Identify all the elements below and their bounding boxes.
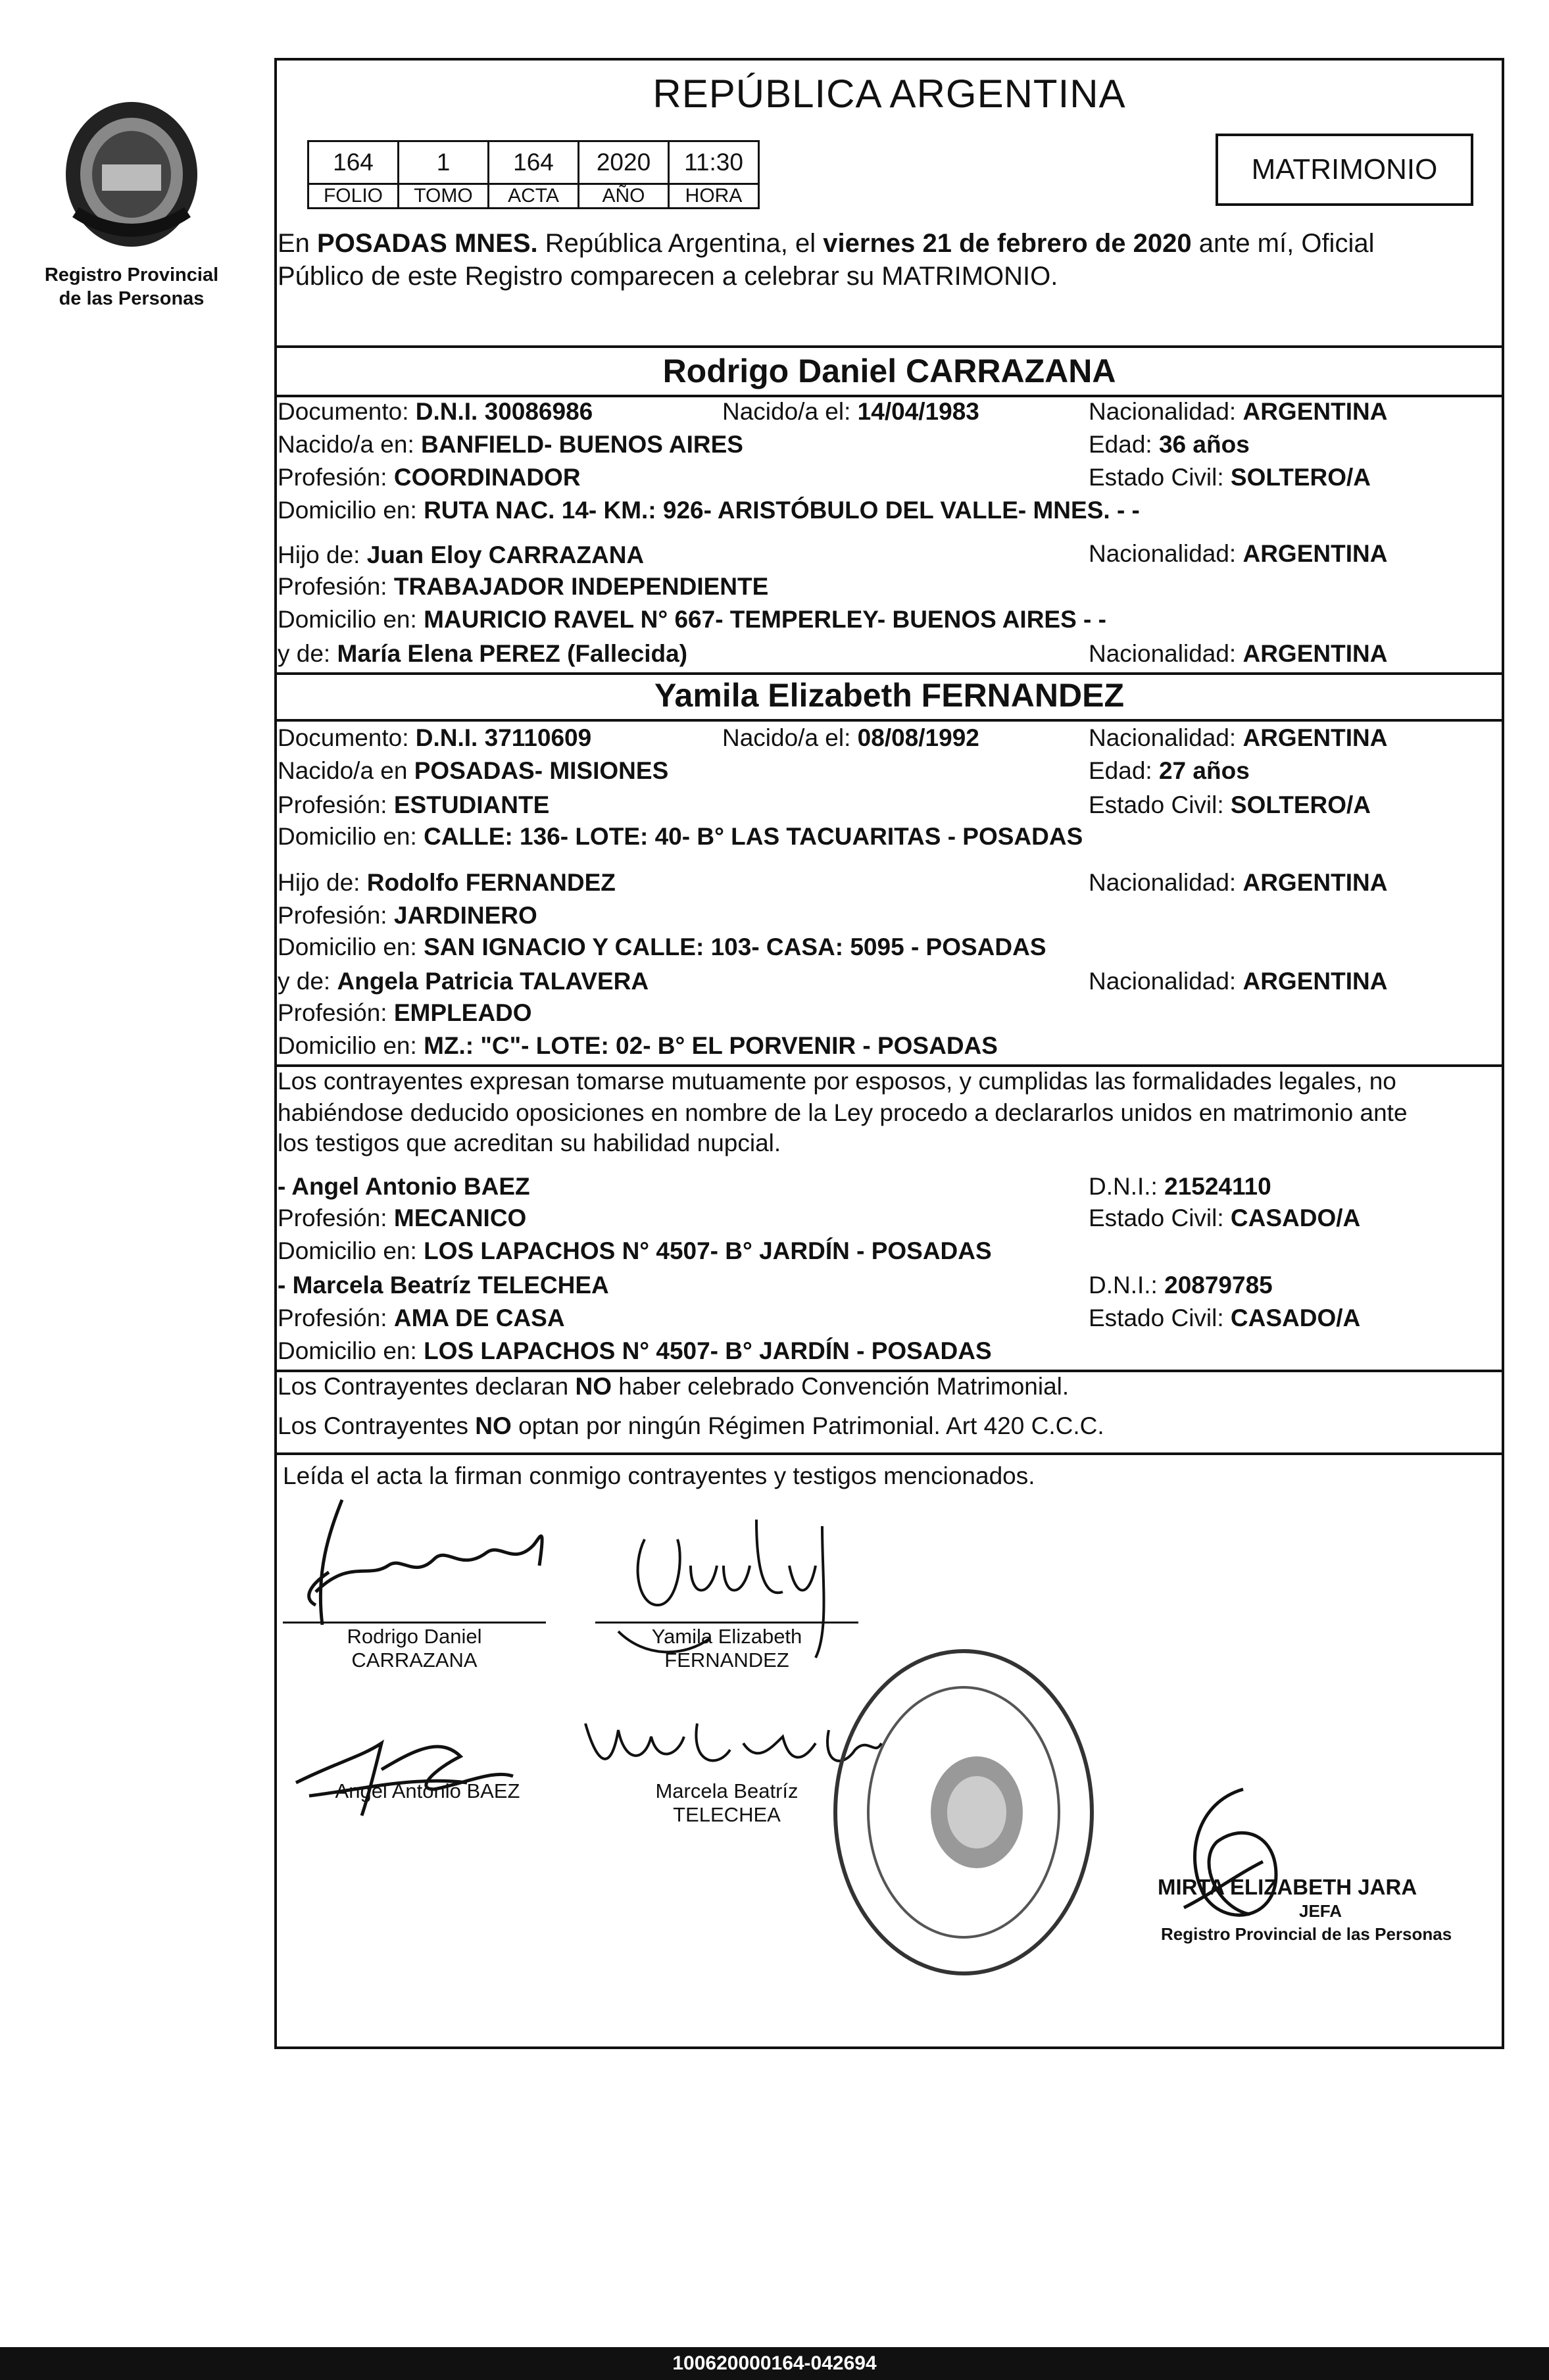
label: Domicilio en: [278, 933, 424, 960]
label: Domicilio en: [278, 823, 424, 850]
label: y de: [278, 968, 337, 995]
label: Estado Civil: [1089, 464, 1231, 491]
label: Profesión: [278, 902, 394, 929]
value: D.N.I. 37110609 [415, 724, 592, 751]
label: D.N.I.: [1089, 1272, 1165, 1299]
value: ARGENTINA [1242, 968, 1388, 995]
label: Profesión: [278, 999, 394, 1026]
emphasis: NO [575, 1373, 612, 1400]
bride-father-address [278, 933, 1046, 962]
text: haber celebrado Convención Matrimonial. [612, 1373, 1070, 1400]
label: Estado Civil: [1089, 1204, 1231, 1231]
value: 36 años [1158, 431, 1250, 458]
label: Nacionalidad: [1089, 540, 1243, 567]
label: Nacionalidad: [1089, 640, 1243, 667]
value: SOLTERO/A [1230, 464, 1371, 491]
label: Domicilio en: [278, 1032, 424, 1059]
bride-address [278, 822, 1083, 851]
witness-2-name: - Marcela Beatríz TELECHEA [278, 1272, 609, 1299]
label: Nacionalidad: [1089, 968, 1243, 995]
logo-caption-line-1: Registro Provincial [44, 264, 219, 285]
value: ESTUDIANTE [393, 791, 550, 818]
groom-age [1089, 430, 1250, 459]
signature-name-line: Rodrigo Daniel [347, 1625, 482, 1648]
groom-father-address [278, 605, 1106, 634]
label: Profesión: [278, 464, 394, 491]
value: JARDINERO [393, 902, 537, 929]
witness-2-dni [1089, 1271, 1273, 1300]
label: Estado Civil: [1089, 1304, 1231, 1331]
value: 14/04/1983 [857, 398, 979, 425]
value: Angela Patricia TALAVERA [337, 968, 649, 995]
witness-1-signature-icon [283, 1710, 533, 1822]
value: MZ.: "C"- LOTE: 02- B° EL PORVENIR - POSADAS [424, 1032, 998, 1059]
witness-2-signature-name [595, 1779, 858, 1827]
value: TRABAJADOR INDEPENDIENTE [393, 573, 769, 600]
value: 27 años [1158, 757, 1250, 784]
bride-signature-name [595, 1625, 858, 1672]
value: Juan Eloy CARRAZANA [366, 541, 645, 568]
bride-document [278, 724, 591, 753]
logo-caption-line-2: de las Personas [59, 288, 205, 309]
bride-birthdate [722, 724, 979, 753]
label: Profesión: [278, 791, 394, 818]
intro-text-2: República Argentina, el [537, 229, 824, 258]
logo-caption [26, 263, 237, 310]
witness-2-civil-status [1089, 1304, 1360, 1333]
groom-birthplace [278, 430, 743, 459]
bride-profession [278, 791, 549, 820]
label: D.N.I.: [1089, 1173, 1165, 1200]
label: Domicilio en: [278, 1237, 424, 1264]
bride-civil-status [1089, 791, 1371, 820]
value: María Elena PEREZ (Fallecida) [337, 640, 688, 667]
label: Hijo de: [278, 541, 367, 568]
value: CALLE: 136- LOTE: 40- B° LAS TACUARITAS - POSADAS [424, 823, 1083, 850]
witness-1-profession [278, 1204, 526, 1233]
signatures-intro: Leída el acta la firman conmigo contrayentes y testigos mencionados. [283, 1462, 1035, 1489]
label: Hijo de: [278, 869, 367, 896]
emphasis: NO [475, 1412, 512, 1439]
document-code: 100620000164-042694 [0, 2347, 1549, 2380]
declaration-line-2: habiéndose deducido oposiciones en nombre de la Ley procedo a declararlos unidos en matrimonio ante [278, 1099, 1408, 1126]
bride-father-nationality [1089, 868, 1387, 897]
bride-mother [278, 967, 649, 996]
divider [274, 345, 1504, 348]
value: RUTA NAC. 14- KM.: 926- ARISTÓBULO DEL VALLE- MNES. - - [424, 497, 1140, 524]
value: SOLTERO/A [1230, 791, 1371, 818]
bride-father [278, 868, 616, 897]
label: Nacido/a en [278, 757, 414, 784]
label: Domicilio en: [278, 606, 424, 633]
divider [274, 1452, 1504, 1455]
bride-age [1089, 756, 1250, 785]
value: ARGENTINA [1242, 724, 1388, 751]
registry-table [307, 140, 760, 209]
intro-line-1 [278, 229, 1374, 258]
value: MECANICO [393, 1204, 527, 1231]
witness-2-address [278, 1337, 992, 1366]
groom-name: Rodrigo Daniel CARRAZANA [662, 353, 1116, 389]
value: SAN IGNACIO Y CALLE: 103- CASA: 5095 - POSADAS [424, 933, 1046, 960]
intro-place: POSADAS MNES. [317, 229, 538, 258]
label: Profesión: [278, 1304, 394, 1331]
text: Los Contrayentes [278, 1412, 476, 1439]
text: Los Contrayentes declaran [278, 1373, 576, 1400]
groom-civil-status [1089, 463, 1371, 492]
official-signature-icon [1144, 1776, 1315, 1947]
signature-name-line: FERNANDEZ [664, 1649, 789, 1672]
value: 21524110 [1164, 1173, 1271, 1200]
folio-label: FOLIO [308, 184, 399, 209]
label: y de: [278, 640, 337, 667]
value: ARGENTINA [1242, 540, 1388, 567]
label: Domicilio en: [278, 497, 424, 524]
hora-value: 11:30 [669, 141, 759, 184]
value: D.N.I. 30086986 [415, 398, 593, 425]
label: Documento: [278, 724, 416, 751]
page-title: REPÚBLICA ARGENTINA [652, 72, 1126, 116]
signature-line [595, 1622, 858, 1624]
value: CASADO/A [1230, 1304, 1361, 1331]
value: COORDINADOR [393, 464, 581, 491]
province-seal-icon [46, 92, 217, 257]
value: AMA DE CASA [393, 1304, 565, 1331]
value: ARGENTINA [1242, 869, 1388, 896]
witness-1-name: - Angel Antonio BAEZ [278, 1173, 530, 1200]
value: Rodolfo FERNANDEZ [366, 869, 616, 896]
label: Nacionalidad: [1089, 398, 1243, 425]
signature-line [283, 1622, 546, 1624]
witness-1-dni [1089, 1172, 1271, 1201]
witness-1-civil-status [1089, 1204, 1360, 1233]
value: LOS LAPACHOS N° 4507- B° JARDÍN - POSADAS [424, 1337, 992, 1364]
groom-mother [278, 639, 687, 668]
groom-father [278, 541, 644, 570]
hora-label: HORA [669, 184, 759, 209]
label: Profesión: [278, 573, 394, 600]
tomo-value: 1 [399, 141, 489, 184]
groom-father-profession [278, 572, 768, 601]
value: 08/08/1992 [857, 724, 979, 751]
witness-1-address [278, 1237, 992, 1266]
groom-birthdate [722, 397, 979, 426]
label: Documento: [278, 398, 416, 425]
intro-text-3: ante mí, Oficial [1191, 229, 1375, 258]
label: Domicilio en: [278, 1337, 424, 1364]
label: Estado Civil: [1089, 791, 1231, 818]
label: Nacido/a en: [278, 431, 422, 458]
official-role: JEFA [1299, 1901, 1342, 1921]
acta-value: 164 [489, 141, 579, 184]
groom-profession [278, 463, 581, 492]
document-type-box: MATRIMONIO [1216, 134, 1473, 206]
registry-logo [46, 92, 217, 257]
official-name: MIRTA ELIZABETH JARA [1158, 1875, 1417, 1899]
label: Edad: [1089, 757, 1159, 784]
value: ARGENTINA [1242, 640, 1388, 667]
bride-name: Yamila Elizabeth FERNANDEZ [654, 677, 1125, 714]
groom-mother-nationality [1089, 639, 1387, 668]
label: Nacido/a el: [722, 398, 858, 425]
signature-name-line: CARRAZANA [351, 1649, 478, 1672]
official-office: Registro Provincial de las Personas [1161, 1924, 1452, 1944]
intro-line-2: Público de este Registro comparecen a celebrar su MATRIMONIO. [278, 262, 1058, 291]
label: Nacionalidad: [1089, 724, 1243, 751]
value: CASADO/A [1230, 1204, 1361, 1231]
text: optan por ningún Régimen Patrimonial. Art 420 C.C.C. [511, 1412, 1104, 1439]
groom-document [278, 397, 593, 426]
value: POSADAS- MISIONES [414, 757, 669, 784]
value: BANFIELD- BUENOS AIRES [421, 431, 743, 458]
witness-2-profession [278, 1304, 565, 1333]
value: MAURICIO RAVEL N° 667- TEMPERLEY- BUENOS AIRES - - [424, 606, 1106, 633]
bride-mother-profession [278, 999, 532, 1028]
intro-date: viernes 21 de febrero de 2020 [823, 229, 1192, 258]
bride-mother-address [278, 1031, 998, 1060]
signature-name-line: Yamila Elizabeth [651, 1625, 802, 1648]
bride-nationality [1089, 724, 1387, 753]
groom-signature-name [283, 1625, 546, 1672]
groom-address [278, 496, 1140, 525]
convention-line-1 [278, 1372, 1069, 1401]
label: Nacido/a el: [722, 724, 858, 751]
intro-text-1: En [278, 229, 318, 258]
acta-label: ACTA [489, 184, 579, 209]
folio-value: 164 [308, 141, 399, 184]
value: LOS LAPACHOS N° 4507- B° JARDÍN - POSADAS [424, 1237, 992, 1264]
bride-father-profession [278, 901, 537, 930]
signature-name-line: Marcela Beatríz [655, 1779, 799, 1802]
label: Edad: [1089, 431, 1159, 458]
declaration-line-3: los testigos que acreditan su habilidad nupcial. [278, 1129, 781, 1156]
convention-line-2 [278, 1412, 1104, 1441]
value: 20879785 [1164, 1272, 1273, 1299]
value: ARGENTINA [1242, 398, 1388, 425]
anio-label: AÑO [579, 184, 669, 209]
label: Profesión: [278, 1204, 394, 1231]
tomo-label: TOMO [399, 184, 489, 209]
value: EMPLEADO [393, 999, 532, 1026]
divider [274, 719, 1504, 722]
groom-nationality [1089, 397, 1387, 426]
anio-value: 2020 [579, 141, 669, 184]
official-stamp-icon [825, 1641, 1102, 1983]
bride-birthplace [278, 756, 668, 785]
groom-father-nationality [1089, 539, 1387, 568]
signature-name-line: TELECHEA [673, 1803, 781, 1826]
bride-mother-nationality [1089, 967, 1387, 996]
label: Nacionalidad: [1089, 869, 1243, 896]
witness-1-signature-name: Angel Antonio BAEZ [335, 1779, 520, 1802]
declaration-line-1: Los contrayentes expresan tomarse mutuamente por esposos, y cumplidas las formalidades legales, no [278, 1068, 1396, 1095]
divider [274, 672, 1504, 675]
